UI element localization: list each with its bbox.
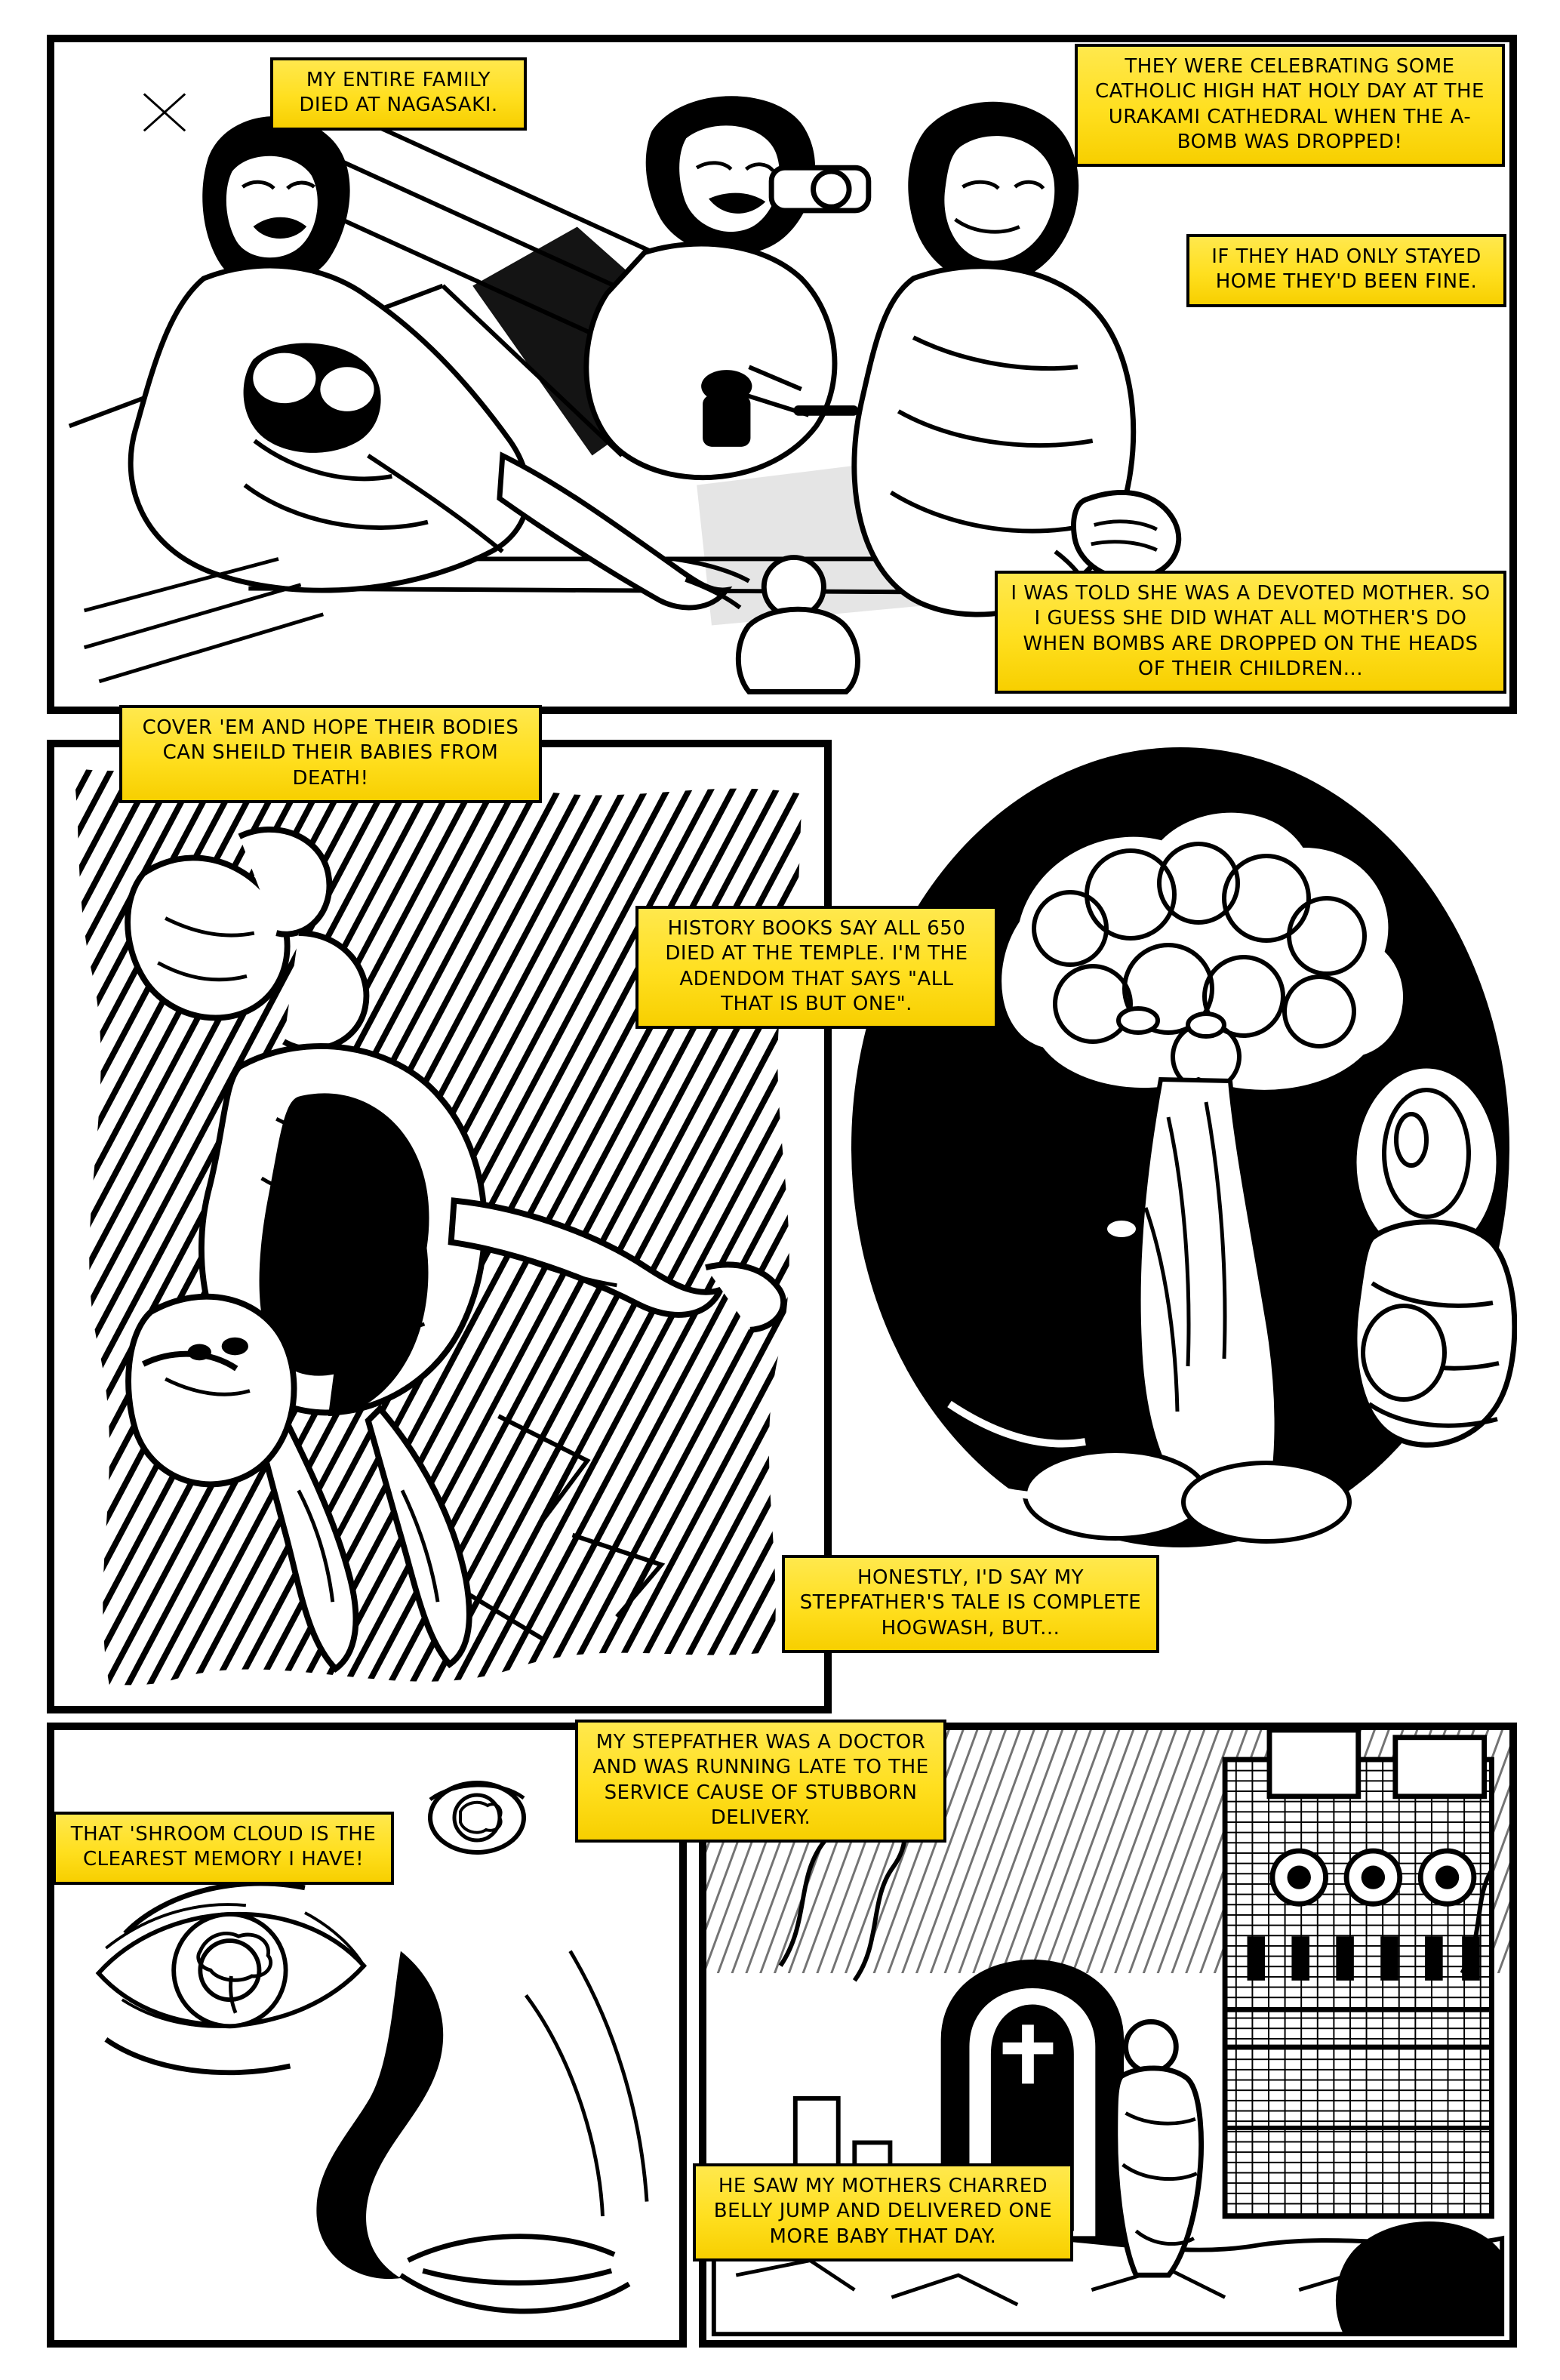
caption-6-text: HISTORY BOOKS SAY ALL 650 DIED AT THE TEMPLE. I'M THE ADENDOM THAT SAYS "ALL THAT IS BUT ONE".	[665, 917, 968, 1015]
caption-9-text: THAT 'SHROOM CLOUD IS THE CLEAREST MEMORY I HAVE!	[70, 1823, 377, 1871]
caption-hogwash	[782, 1555, 1159, 1653]
caption-10-text: HE SAW MY MOTHERS CHARRED BELLY JUMP AND DELIVERED ONE MORE BABY THAT DAY.	[713, 2175, 1053, 2248]
globe-doodle	[417, 1759, 537, 1872]
panel-2-artwork	[54, 747, 824, 1706]
caption-5-text: COVER 'EM AND HOPE THEIR BODIES CAN SHEILD THEIR BABIES FROM DEATH!	[142, 716, 519, 790]
caption-shroom-cloud	[53, 1812, 394, 1885]
caption-celebrating	[1075, 44, 1505, 167]
caption-stepfather-doctor	[575, 1720, 946, 1843]
caption-history-books	[635, 906, 998, 1029]
caption-devoted-mother	[995, 571, 1506, 694]
panel-middle-right-mushroom-cloud	[844, 740, 1517, 1570]
caption-my-entire-family	[270, 57, 527, 131]
caption-8-text: MY STEPFATHER WAS A DOCTOR AND WAS RUNNING LATE TO THE SERVICE CAUSE OF STUBBORN DELIVERY.	[592, 1731, 929, 1829]
caption-7-text: HONESTLY, I'D SAY MY STEPFATHER'S TALE IS COMPLETE HOGWASH, BUT...	[799, 1566, 1142, 1640]
panel-3-artwork	[844, 740, 1517, 1570]
caption-4-text: I WAS TOLD SHE WAS A DEVOTED MOTHER. SO I GUESS SHE DID WHAT ALL MOTHER'S DO WHEN BOMBS ARE DROPPED ON THE HEADS OF THEIR CHILDREN...	[1011, 582, 1491, 680]
caption-charred-belly	[693, 2163, 1073, 2261]
caption-1-text: MY ENTIRE FAMILY DIED AT NAGASAKI.	[299, 69, 498, 117]
caption-2-text: THEY WERE CELEBRATING SOME CATHOLIC HIGH HAT HOLY DAY AT THE URAKAMI CATHEDRAL WHEN THE A-BOMB WAS DROPPED!	[1095, 55, 1485, 153]
panel-middle-left-bodies	[47, 740, 832, 1713]
caption-cover-em	[119, 705, 542, 803]
caption-stayed-home	[1186, 234, 1506, 307]
caption-3-text: IF THEY HAD ONLY STAYED HOME THEY'D BEEN FINE.	[1211, 245, 1482, 294]
